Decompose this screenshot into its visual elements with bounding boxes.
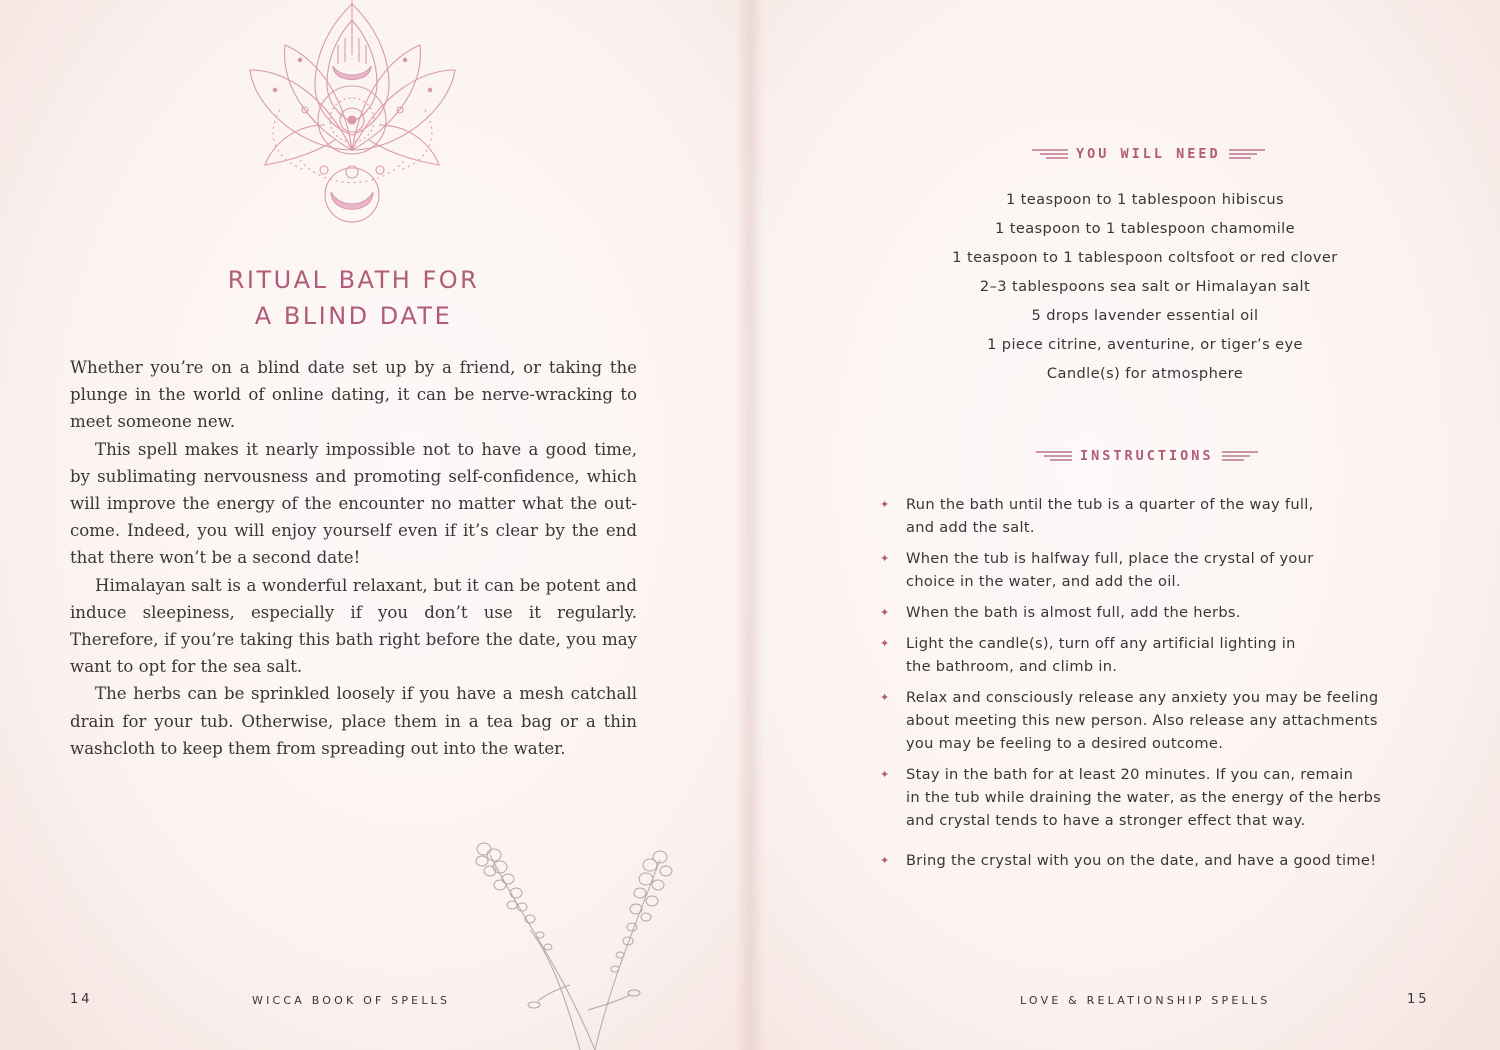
rule-right-icon (1229, 148, 1265, 160)
instruction-line: and add the salt. (906, 519, 1035, 536)
instruction-line: and crystal tends to have a stronger effect that way. (906, 812, 1306, 829)
ingredient-item: Candle(s) for atmosphere (1046, 365, 1244, 382)
page-number-left: 14 (70, 992, 93, 1007)
instruction-line: the bathroom, and climb in. (906, 658, 1118, 675)
intro-text (70, 354, 637, 762)
instruction-line: Light the candle(s), turn off any artificial lighting in (906, 635, 1296, 652)
instruction-line: Stay in the bath for at least 20 minutes. If you can, remain (906, 766, 1354, 783)
instruction-line: choice in the water, and add the oil. (906, 573, 1181, 590)
page-number-right: 15 (1407, 992, 1430, 1007)
instruction-line: Bring the crystal with you on the date, and have a good time! (906, 852, 1377, 869)
paragraph: This spell makes it nearly impossible not to have a good time, by sublimating nervousness and promoting self-confidence, which will improve the energy of the encounter no matter what the out-come. Indeed, you will enjoy yourself even if it’s clear by the end that there won’t be a second date! (70, 439, 637, 568)
rule-right-icon (1222, 450, 1258, 462)
instruction-line: When the tub is halfway full, place the crystal of your (906, 550, 1314, 567)
star-bullet-icon: ✦ (880, 606, 890, 619)
ingredient-item: 2–3 tablespoons sea salt or Himalayan salt (979, 278, 1311, 295)
star-bullet-icon: ✦ (880, 637, 890, 650)
paragraph: The herbs can be sprinkled loosely if you have a mesh catchall drain for your tub. Otherwise, place them in a tea bag or a thin washcloth to keep them from spreading out into the water. (70, 684, 637, 758)
ingredient-item: 1 teaspoon to 1 tablespoon hibiscus (1005, 191, 1285, 208)
ingredient-list (890, 188, 1400, 391)
rule-left-icon (1032, 148, 1068, 160)
lavender-sprig-icon (470, 835, 685, 1050)
instructions-label: INSTRUCTIONS (1080, 448, 1214, 464)
ingredient-item: 1 teaspoon to 1 tablespoon coltsfoot or red clover (952, 249, 1338, 266)
instructions-heading (1036, 448, 1258, 464)
spell-title (70, 262, 637, 334)
paragraph: Whether you’re on a blind date set up by a friend, or taking the plunge in the world of online dating, it can be nerve-wracking to meet someone new. (70, 358, 637, 432)
paragraph: Himalayan salt is a wonderful relaxant, but it can be potent and induce sleepiness, especially if you don’t use it regularly. Therefore, if you’re taking this bath right before the date, you may want to opt for the sea salt. (70, 575, 637, 677)
star-bullet-icon: ✦ (880, 552, 890, 565)
ingredient-item: 1 teaspoon to 1 tablespoon chamomile (994, 220, 1296, 237)
rule-left-icon (1036, 450, 1072, 462)
star-bullet-icon: ✦ (880, 854, 890, 867)
star-bullet-icon: ✦ (880, 768, 890, 781)
spell-title-line-2: A BLIND DATE (254, 302, 453, 330)
lotus-moon-icon (245, 0, 460, 230)
running-head-right: LOVE & RELATIONSHIP SPELLS (1020, 994, 1271, 1007)
star-bullet-icon: ✦ (880, 498, 890, 511)
ingredient-item: 5 drops lavender essential oil (1031, 307, 1259, 324)
ingredient-item: 1 piece citrine, aventurine, or tiger’s eye (987, 336, 1303, 353)
instruction-line: When the bath is almost full, add the herbs. (906, 604, 1241, 621)
instruction-line: about meeting this new person. Also release any attachments (906, 712, 1378, 729)
star-bullet-icon: ✦ (880, 691, 890, 704)
instruction-line: Run the bath until the tub is a quarter of the way full, (906, 496, 1314, 513)
spell-title-line-1: RITUAL BATH FOR (227, 266, 480, 294)
instruction-line: Relax and consciously release any anxiety you may be feeling (906, 689, 1379, 706)
running-head-left: WICCA BOOK OF SPELLS (252, 994, 451, 1007)
book-gutter (735, 0, 765, 1050)
you-will-need-heading (1032, 146, 1265, 162)
you-will-need-label: YOU WILL NEED (1076, 146, 1221, 162)
instruction-line: in the tub while draining the water, as the energy of the herbs (906, 789, 1382, 806)
instruction-line: you may be feeling to a desired outcome. (906, 735, 1224, 752)
